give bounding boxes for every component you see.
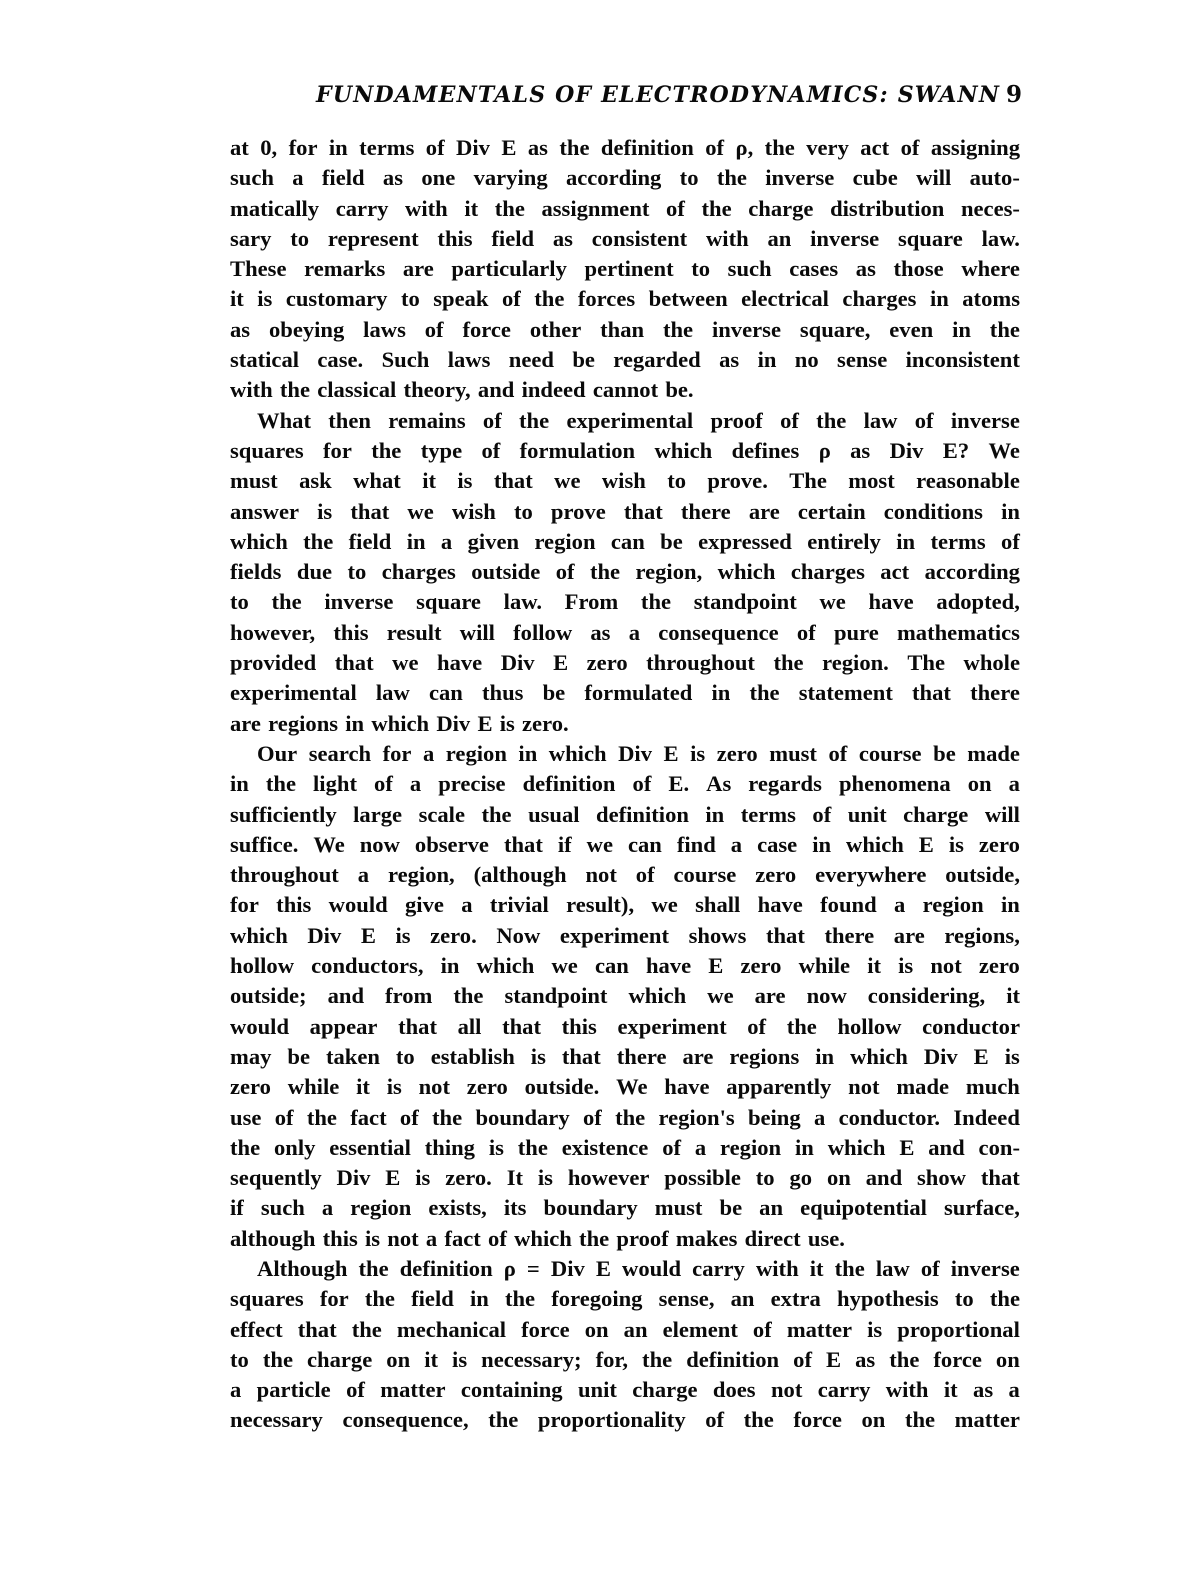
text-line: fields due to charges outside of the region, which charges act according	[230, 559, 1020, 585]
text-line: with the classical theory, and indeed cannot be.	[230, 377, 694, 403]
text-line: are regions in which Div E is zero.	[230, 710, 569, 736]
text-line: squares for the type of formulation which defines ρ as Div E? We	[230, 437, 1020, 463]
text-line: experimental law can thus be formulated in the statement that there	[230, 680, 1020, 706]
text-line: necessary consequence, the proportionality of the force on the matter	[230, 1407, 1020, 1433]
text-line: sufficiently large scale the usual definition in terms of unit charge will	[230, 801, 1020, 827]
text-line: provided that we have Div E zero throughout the region. The whole	[230, 650, 1020, 676]
text-line: at 0, for in terms of Div E as the definition of ρ, the very act of assigning	[230, 135, 1020, 160]
text-line: which Div E is zero. Now experiment shows that there are regions,	[230, 922, 1020, 948]
text-line: although this is not a fact of which the proof makes direct use.	[230, 1225, 845, 1251]
text-line: statical case. Such laws need be regarded as in no sense inconsistent	[230, 347, 1020, 373]
text-line: it is customary to speak of the forces between electrical charges in atoms	[230, 286, 1020, 312]
running-head	[230, 78, 1022, 112]
text-line: a particle of matter containing unit charge does not carry with it as a	[230, 1377, 1020, 1403]
text-line: may be taken to establish is that there are regions in which Div E is	[230, 1043, 1020, 1069]
running-title: FUNDAMENTALS OF ELECTRODYNAMICS: SWANN	[316, 82, 1001, 108]
text-line: must ask what it is that we wish to prove. The most reasonable	[230, 468, 1020, 494]
text-line: effect that the mechanical force on an element of matter is proportional	[230, 1316, 1020, 1342]
page-number: 9	[1005, 81, 1022, 108]
text-line: matically carry with it the assignment of the charge distribution neces-	[230, 195, 1020, 221]
text-line: as obeying laws of force other than the inverse square, even in the	[230, 316, 1020, 342]
body-text	[230, 133, 1020, 1436]
text-line: What then remains of the experimental proof of the law of inverse	[257, 407, 1020, 433]
text-line: the only essential thing is the existence of a region in which E and con-	[230, 1134, 1020, 1160]
text-line: if such a region exists, its boundary must be an equipotential surface,	[230, 1195, 1020, 1221]
text-line: zero while it is not zero outside. We have apparently not made much	[230, 1074, 1020, 1100]
text-line: outside; and from the standpoint which we are now considering, it	[230, 983, 1020, 1009]
text-line: use of the fact of the boundary of the region's being a conductor. Indeed	[230, 1104, 1020, 1130]
text-line: hollow conductors, in which we can have E zero while it is not zero	[230, 953, 1020, 979]
text-line: however, this result will follow as a consequence of pure mathematics	[230, 619, 1020, 645]
text-line: such a field as one varying according to the inverse cube will auto-	[230, 165, 1020, 191]
text-line: These remarks are particularly pertinent to such cases as those where	[230, 256, 1020, 282]
text-line: throughout a region, (although not of course zero everywhere outside,	[230, 862, 1020, 888]
text-line: in the light of a precise definition of E. As regards phenomena on a	[230, 771, 1020, 797]
text-line: which the field in a given region can be expressed entirely in terms of	[230, 528, 1020, 554]
text-line: Our search for a region in which Div E is zero must of course be made	[257, 740, 1020, 766]
text-line: sary to represent this field as consistent with an inverse square law.	[230, 225, 1020, 251]
text-line: would appear that all that this experiment of the hollow conductor	[230, 1013, 1020, 1039]
text-line: squares for the field in the foregoing sense, an extra hypothesis to the	[230, 1286, 1020, 1312]
text-line: sequently Div E is zero. It is however possible to go on and show that	[230, 1165, 1020, 1191]
text-line: to the inverse square law. From the standpoint we have adopted,	[230, 589, 1020, 615]
text-line: to the charge on it is necessary; for, the definition of E as the force on	[230, 1346, 1020, 1372]
text-line: Although the definition ρ = Div E would carry with it the law of inverse	[257, 1255, 1020, 1281]
text-line: suffice. We now observe that if we can find a case in which E is zero	[230, 831, 1020, 857]
text-line: answer is that we wish to prove that there are certain conditions in	[230, 498, 1020, 524]
text-line: for this would give a trivial result), we shall have found a region in	[230, 892, 1020, 918]
